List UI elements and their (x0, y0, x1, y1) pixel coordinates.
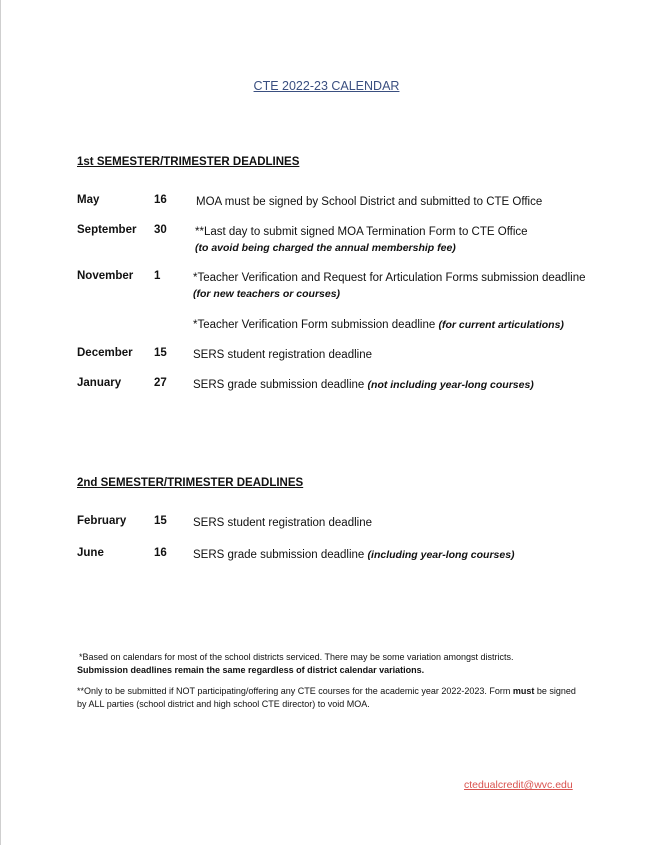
semester1-heading: 1st SEMESTER/TRIMESTER DEADLINES (77, 156, 300, 168)
deadline-note: (to avoid being charged the annual membership fee) (195, 242, 456, 254)
page-title: CTE 2022-23 CALENDAR (253, 79, 400, 93)
footnote-variation-bold: Submission deadlines remain the same regardless of district calendar variations. (77, 665, 425, 675)
deadline-text: SERS grade submission deadline (193, 379, 365, 391)
deadline-description: SERS student registration deadline (193, 349, 372, 361)
semester2-heading: 2nd SEMESTER/TRIMESTER DEADLINES (77, 477, 304, 489)
day-label: 1 (154, 270, 161, 282)
deadline-description (193, 547, 593, 563)
month-label: November (77, 270, 134, 282)
deadline-text: *Teacher Verification Form submission deadline (193, 319, 436, 331)
footnote-text: be signed by ALL parties (school district and high school CTE director) to void MOA. (77, 686, 576, 709)
month-label: December (77, 347, 133, 359)
deadline-text: SERS grade submission deadline (193, 549, 365, 561)
deadline-note: (for current articulations) (438, 319, 564, 331)
footnote-emphasis: must (512, 686, 535, 696)
day-label: 15 (154, 515, 167, 527)
footnote-termination (77, 685, 587, 711)
deadline-description-secondary (193, 317, 593, 333)
deadline-note: (not including year-long courses) (367, 379, 534, 391)
footnote-line: *Based on calendars for most of the school districts serviced. There may be some variation amongst districts. (79, 652, 514, 662)
deadline-description (193, 270, 593, 302)
deadline-note: (for new teachers or courses) (193, 288, 341, 300)
deadline-text: **Last day to submit signed MOA Termination Form to CTE Office (195, 226, 528, 238)
day-label: 16 (154, 547, 167, 559)
month-label: September (77, 224, 137, 236)
footnote-variation (79, 651, 589, 664)
month-label: May (77, 194, 100, 206)
month-label: June (77, 547, 104, 559)
month-label: January (77, 377, 122, 389)
month-label: February (77, 515, 127, 527)
deadline-description (193, 377, 593, 393)
footnote-text: **Only to be submitted if NOT participating/offering any CTE courses for the academic year 2022-2023. Form (77, 686, 513, 696)
day-label: 27 (154, 377, 167, 389)
deadline-description (195, 224, 595, 256)
day-label: 30 (154, 224, 167, 236)
deadline-text: *Teacher Verification and Request for Articulation Forms submission deadline (193, 272, 586, 284)
day-label: 16 (154, 194, 167, 206)
deadline-description: SERS student registration deadline (193, 517, 372, 529)
page-edge (0, 0, 1, 845)
contact-email-link[interactable]: ctedualcredit@wvc.edu (464, 779, 573, 791)
deadline-note: (including year-long courses) (367, 549, 515, 561)
day-label: 15 (154, 347, 167, 359)
deadline-description: MOA must be signed by School District and submitted to CTE Office (196, 196, 543, 208)
